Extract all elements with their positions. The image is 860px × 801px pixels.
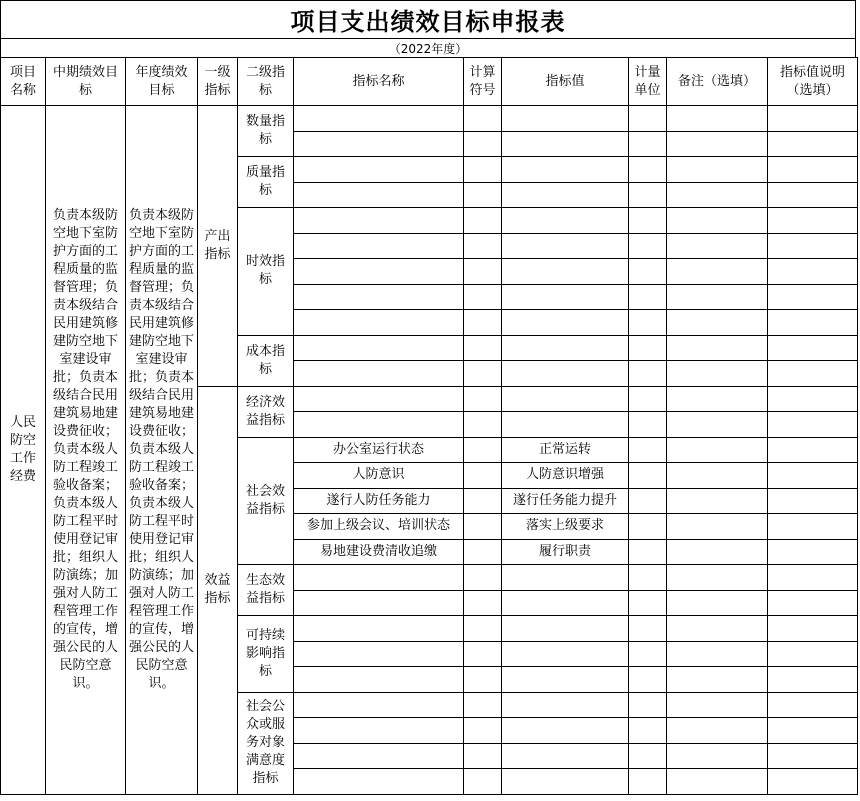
calc-symbol-cell[interactable] — [464, 692, 502, 718]
calc-symbol-cell[interactable] — [464, 590, 502, 616]
level2-economic-cell: 经济效益指标 — [238, 386, 294, 437]
remark-cell[interactable] — [667, 437, 768, 463]
value-desc-cell[interactable] — [768, 182, 858, 208]
header-indicator-value: 指标值 — [502, 58, 629, 106]
form-title: 项目支出绩效目标申报表 — [0, 0, 856, 38]
indicator-name-cell[interactable] — [294, 667, 464, 693]
unit-cell[interactable] — [629, 335, 667, 361]
indicator-name-cell[interactable] — [294, 361, 464, 387]
indicator-value-cell[interactable] — [502, 335, 629, 361]
indicator-name-cell[interactable] — [294, 743, 464, 769]
level2-quality-cell: 质量指标 — [238, 157, 294, 208]
value-desc-cell[interactable] — [768, 616, 858, 642]
level2-satisfaction-cell: 社会公众或服务对象满意度指标 — [238, 692, 294, 794]
indicator-value-cell[interactable] — [502, 361, 629, 387]
project-name-cell: 人民防空工作经费 — [1, 106, 46, 795]
calc-symbol-cell[interactable] — [464, 335, 502, 361]
calc-symbol-cell[interactable] — [464, 641, 502, 667]
unit-cell[interactable] — [629, 692, 667, 718]
calc-symbol-cell[interactable] — [464, 539, 502, 565]
unit-cell[interactable] — [629, 106, 667, 132]
indicator-name-cell[interactable] — [294, 590, 464, 616]
value-desc-cell[interactable] — [768, 514, 858, 540]
indicator-value-cell[interactable] — [502, 310, 629, 336]
unit-cell[interactable] — [629, 412, 667, 438]
indicator-name-cell[interactable] — [294, 718, 464, 744]
unit-cell[interactable] — [629, 463, 667, 489]
calc-symbol-cell[interactable] — [464, 361, 502, 387]
calc-symbol-cell[interactable] — [464, 769, 502, 795]
indicator-name-cell[interactable] — [294, 284, 464, 310]
value-desc-cell[interactable] — [768, 743, 858, 769]
indicator-value-cell[interactable] — [502, 284, 629, 310]
calc-symbol-cell[interactable] — [464, 208, 502, 234]
calc-symbol-cell[interactable] — [464, 616, 502, 642]
unit-cell[interactable] — [629, 565, 667, 591]
header-value-desc: 指标值说明（选填） — [768, 58, 858, 106]
level1-benefit-cell: 效益指标 — [198, 386, 238, 794]
remark-cell[interactable] — [667, 233, 768, 259]
value-desc-cell[interactable] — [768, 310, 858, 336]
indicator-value-cell[interactable] — [502, 259, 629, 285]
unit-cell[interactable] — [629, 259, 667, 285]
unit-cell[interactable] — [629, 386, 667, 412]
indicator-value-cell[interactable]: 正常运转 — [502, 437, 629, 463]
calc-symbol-cell[interactable] — [464, 157, 502, 183]
remark-cell[interactable] — [667, 310, 768, 336]
header-unit: 计量单位 — [629, 58, 667, 106]
remark-cell[interactable] — [667, 412, 768, 438]
indicator-value-cell[interactable] — [502, 616, 629, 642]
value-desc-cell[interactable] — [768, 233, 858, 259]
remark-cell[interactable] — [667, 259, 768, 285]
remark-cell[interactable] — [667, 641, 768, 667]
calc-symbol-cell[interactable] — [464, 233, 502, 259]
value-desc-cell[interactable] — [768, 208, 858, 234]
form-year: （2022年度） — [0, 38, 856, 58]
indicator-name-cell[interactable] — [294, 259, 464, 285]
level2-sustainable-cell: 可持续影响指标 — [238, 616, 294, 693]
header-level1: 一级指标 — [198, 58, 238, 106]
value-desc-cell[interactable] — [768, 692, 858, 718]
remark-cell[interactable] — [667, 539, 768, 565]
calc-symbol-cell[interactable] — [464, 437, 502, 463]
indicator-name-cell[interactable] — [294, 131, 464, 157]
remark-cell[interactable] — [667, 106, 768, 132]
header-annual-goal: 年度绩效目标 — [126, 58, 198, 106]
indicator-name-cell[interactable] — [294, 335, 464, 361]
unit-cell[interactable] — [629, 641, 667, 667]
unit-cell[interactable] — [629, 488, 667, 514]
level2-ecological-cell: 生态效益指标 — [238, 565, 294, 616]
unit-cell[interactable] — [629, 743, 667, 769]
indicator-value-cell[interactable]: 落实上级要求 — [502, 514, 629, 540]
indicator-value-cell[interactable]: 人防意识增强 — [502, 463, 629, 489]
remark-cell[interactable] — [667, 361, 768, 387]
calc-symbol-cell[interactable] — [464, 131, 502, 157]
indicator-name-cell[interactable] — [294, 692, 464, 718]
calc-symbol-cell[interactable] — [464, 718, 502, 744]
indicator-value-cell[interactable] — [502, 743, 629, 769]
indicator-name-cell[interactable] — [294, 233, 464, 259]
calc-symbol-cell[interactable] — [464, 743, 502, 769]
unit-cell[interactable] — [629, 539, 667, 565]
value-desc-cell[interactable] — [768, 437, 858, 463]
level1-output-cell: 产出指标 — [198, 106, 238, 387]
value-desc-cell[interactable] — [768, 361, 858, 387]
indicator-name-cell[interactable] — [294, 182, 464, 208]
remark-cell[interactable] — [667, 692, 768, 718]
remark-cell[interactable] — [667, 590, 768, 616]
unit-cell[interactable] — [629, 514, 667, 540]
remark-cell[interactable] — [667, 131, 768, 157]
remark-cell[interactable] — [667, 743, 768, 769]
remark-cell[interactable] — [667, 386, 768, 412]
header-level2: 二级指标 — [238, 58, 294, 106]
unit-cell[interactable] — [629, 310, 667, 336]
indicator-name-cell[interactable] — [294, 310, 464, 336]
unit-cell[interactable] — [629, 233, 667, 259]
calc-symbol-cell[interactable] — [464, 565, 502, 591]
indicator-value-cell[interactable] — [502, 412, 629, 438]
value-desc-cell[interactable] — [768, 641, 858, 667]
value-desc-cell[interactable] — [768, 769, 858, 795]
value-desc-cell[interactable] — [768, 718, 858, 744]
indicator-name-cell[interactable] — [294, 412, 464, 438]
remark-cell[interactable] — [667, 335, 768, 361]
indicator-value-cell[interactable] — [502, 233, 629, 259]
calc-symbol-cell[interactable] — [464, 488, 502, 514]
value-desc-cell[interactable] — [768, 284, 858, 310]
remark-cell[interactable] — [667, 463, 768, 489]
value-desc-cell[interactable] — [768, 335, 858, 361]
indicator-name-cell[interactable] — [294, 106, 464, 132]
remark-cell[interactable] — [667, 488, 768, 514]
indicator-value-cell[interactable] — [502, 131, 629, 157]
remark-cell[interactable] — [667, 718, 768, 744]
indicator-name-cell[interactable] — [294, 208, 464, 234]
indicator-value-cell[interactable] — [502, 565, 629, 591]
value-desc-cell[interactable] — [768, 539, 858, 565]
indicator-name-cell[interactable] — [294, 386, 464, 412]
unit-cell[interactable] — [629, 769, 667, 795]
remark-cell[interactable] — [667, 667, 768, 693]
indicator-value-cell[interactable] — [502, 641, 629, 667]
table-row — [1, 106, 858, 132]
calc-symbol-cell[interactable] — [464, 284, 502, 310]
indicator-name-cell[interactable] — [294, 157, 464, 183]
header-project-name: 项目名称 — [1, 58, 46, 106]
indicator-name-cell[interactable]: 遂行人防任务能力 — [294, 488, 464, 514]
indicator-value-cell[interactable] — [502, 182, 629, 208]
value-desc-cell[interactable] — [768, 259, 858, 285]
indicator-value-cell[interactable] — [502, 106, 629, 132]
calc-symbol-cell[interactable] — [464, 310, 502, 336]
unit-cell[interactable] — [629, 157, 667, 183]
indicator-name-cell[interactable]: 参加上级会议、培训状态 — [294, 514, 464, 540]
calc-symbol-cell[interactable] — [464, 259, 502, 285]
indicator-value-cell[interactable] — [502, 667, 629, 693]
header-mid-goal: 中期绩效目标 — [46, 58, 126, 106]
remark-cell[interactable] — [667, 284, 768, 310]
remark-cell[interactable] — [667, 182, 768, 208]
remark-cell[interactable] — [667, 565, 768, 591]
value-desc-cell[interactable] — [768, 106, 858, 132]
remark-cell[interactable] — [667, 157, 768, 183]
calc-symbol-cell[interactable] — [464, 463, 502, 489]
value-desc-cell[interactable] — [768, 157, 858, 183]
unit-cell[interactable] — [629, 616, 667, 642]
value-desc-cell[interactable] — [768, 412, 858, 438]
indicator-value-cell[interactable] — [502, 590, 629, 616]
indicator-value-cell[interactable] — [502, 157, 629, 183]
header-row — [1, 58, 858, 106]
remark-cell[interactable] — [667, 616, 768, 642]
level2-quantity-cell: 数量指标 — [238, 106, 294, 157]
value-desc-cell[interactable] — [768, 463, 858, 489]
unit-cell[interactable] — [629, 437, 667, 463]
remark-cell[interactable] — [667, 208, 768, 234]
calc-symbol-cell[interactable] — [464, 514, 502, 540]
calc-symbol-cell[interactable] — [464, 667, 502, 693]
unit-cell[interactable] — [629, 590, 667, 616]
indicator-name-cell[interactable] — [294, 616, 464, 642]
indicator-table — [0, 57, 858, 795]
unit-cell[interactable] — [629, 131, 667, 157]
indicator-value-cell[interactable] — [502, 386, 629, 412]
unit-cell[interactable] — [629, 284, 667, 310]
indicator-value-cell[interactable] — [502, 692, 629, 718]
value-desc-cell[interactable] — [768, 667, 858, 693]
value-desc-cell[interactable] — [768, 565, 858, 591]
calc-symbol-cell[interactable] — [464, 386, 502, 412]
indicator-name-cell[interactable]: 人防意识 — [294, 463, 464, 489]
calc-symbol-cell[interactable] — [464, 412, 502, 438]
indicator-name-cell[interactable]: 易地建设费清收追缴 — [294, 539, 464, 565]
value-desc-cell[interactable] — [768, 131, 858, 157]
indicator-value-cell[interactable] — [502, 769, 629, 795]
indicator-name-cell[interactable]: 办公室运行状态 — [294, 437, 464, 463]
indicator-value-cell[interactable] — [502, 208, 629, 234]
value-desc-cell[interactable] — [768, 386, 858, 412]
level2-timeliness-cell: 时效指标 — [238, 208, 294, 336]
mid-goal-cell: 负责本级防空地下室防护方面的工程质量的监督管理；负责本级结合民用建筑修建防空地下室建设审批；负责本级结合民用建筑易地建设费征收；负责本级人防工程竣工验收备案；负责本级人防工程平时使用登记审批；组织人防演练；加强对人防工程管理工作的宣传，增强公民的人民防空意识。 — [46, 106, 126, 795]
unit-cell[interactable] — [629, 208, 667, 234]
header-calc-symbol: 计算符号 — [464, 58, 502, 106]
unit-cell[interactable] — [629, 667, 667, 693]
unit-cell[interactable] — [629, 361, 667, 387]
unit-cell[interactable] — [629, 718, 667, 744]
indicator-name-cell[interactable] — [294, 769, 464, 795]
unit-cell[interactable] — [629, 182, 667, 208]
remark-cell[interactable] — [667, 769, 768, 795]
indicator-name-cell[interactable] — [294, 641, 464, 667]
indicator-value-cell[interactable]: 遂行任务能力提升 — [502, 488, 629, 514]
header-remark: 备注（选填） — [667, 58, 768, 106]
annual-goal-cell: 负责本级防空地下室防护方面的工程质量的监督管理；负责本级结合民用建筑修建防空地下室建设审批；负责本级结合民用建筑易地建设费征收；负责本级人防工程竣工验收备案；负责本级人防工程平时使用登记审批；组织人防演练；加强对人防工程管理工作的宣传，增强公民的人民防空意识。 — [126, 106, 198, 795]
level2-social-cell: 社会效益指标 — [238, 437, 294, 565]
calc-symbol-cell[interactable] — [464, 106, 502, 132]
indicator-value-cell[interactable] — [502, 718, 629, 744]
value-desc-cell[interactable] — [768, 590, 858, 616]
remark-cell[interactable] — [667, 514, 768, 540]
indicator-value-cell[interactable]: 履行职责 — [502, 539, 629, 565]
value-desc-cell[interactable] — [768, 488, 858, 514]
header-indicator-name: 指标名称 — [294, 58, 464, 106]
calc-symbol-cell[interactable] — [464, 182, 502, 208]
level2-cost-cell: 成本指标 — [238, 335, 294, 386]
indicator-name-cell[interactable] — [294, 565, 464, 591]
